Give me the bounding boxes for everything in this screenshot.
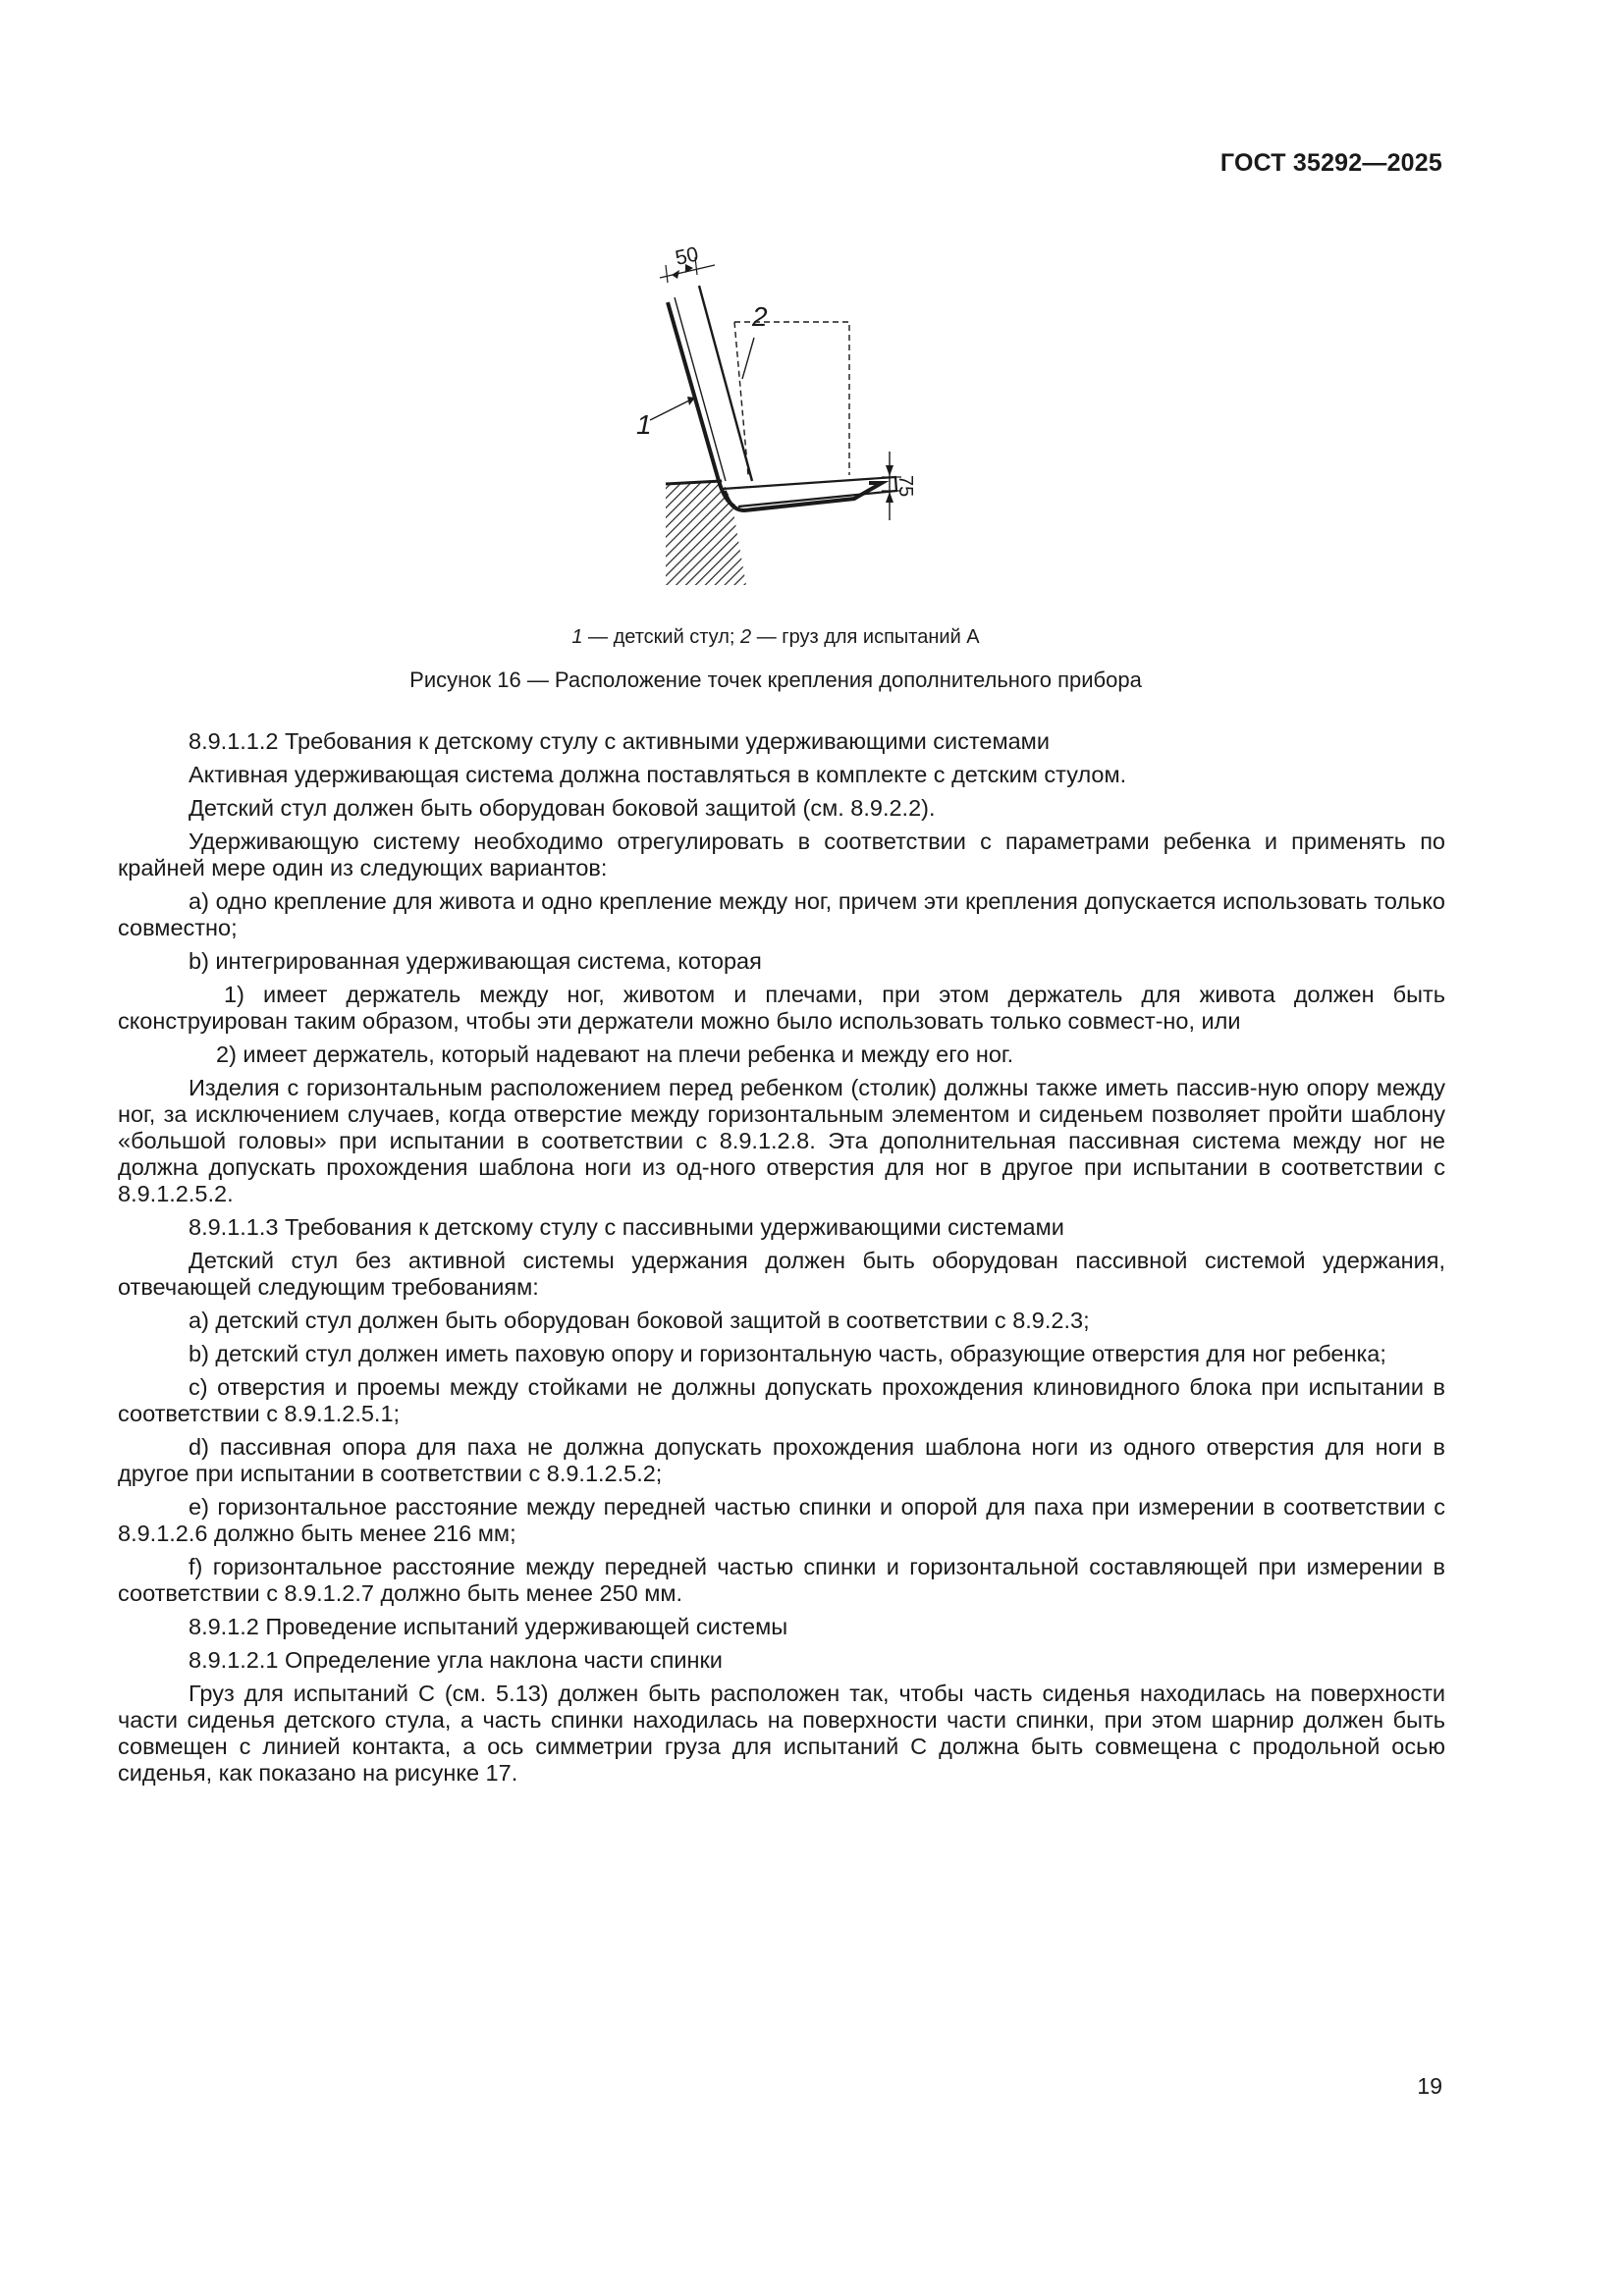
paragraph: Изделия с горизонтальным расположением перед ребенком (столик) должны также иметь пассив-ную опору между ног, за исключением случаев, когда отверстие между горизонтальным элементом и сиденьем позволяет пройти шаблону «большой головы» при испытании в соответствии с 8.9.1.2.8. Эта дополнительная пассивная система между ног не должна допускать прохождения шаблона ноги из од-ного отверстия для ног в другое при испытании в соответствии с 8.9.1.2.5.2.: [118, 1075, 1445, 1206]
page-number: 19: [1417, 2073, 1442, 2099]
figure-caption: Рисунок 16 — Расположение точек крепления дополнительного прибора: [409, 667, 1142, 692]
paragraph-8-9-1-2: 8.9.1.2 Проведение испытаний удерживающей системы: [189, 1614, 788, 1639]
legend-text-1: — детский стул;: [582, 626, 741, 648]
paragraph: Детский стул без активной системы удержания должен быть оборудован пассивной системой удержания, отвечающей следующим требованиям:: [118, 1248, 1445, 1300]
paragraph: Удерживающую систему необходимо отрегулировать в соответствии с параметрами ребенка и применять по крайней мере один из следующих вариантов:: [118, 828, 1445, 881]
paragraph: Груз для испытаний С (см. 5.13) должен быть расположен так, чтобы часть сиденья находилась на поверхности части сиденья детского стула, а часть спинки находилась на поверхности части спинки, при этом шарнир должен быть совмещен с линией контакта, а ось симметрии груза для испытаний С должна быть совмещена с продольной осью сиденья, как показано на рисунке 17.: [118, 1681, 1445, 1786]
label-1-leader: [650, 400, 689, 420]
label-2-leader: [742, 338, 754, 379]
hatched-base: [666, 481, 746, 585]
figure-label-2: 2: [752, 301, 768, 332]
list-item-f: f) горизонтальное расстояние между передней частью спинки и горизонтальной составляющей при измерении в соответствии с 8.9.1.2.7 должно быть менее 250 мм.: [118, 1554, 1445, 1606]
list-item-c: c) отверстия и проемы между стойками не должны допускать прохождения клиновидного блока при испытании в соответствии с 8.9.1.2.5.1;: [118, 1374, 1445, 1426]
list-item-a: a) детский стул должен быть оборудован боковой защитой в соответствии с 8.9.2.3;: [189, 1308, 1090, 1333]
paragraph-8-9-1-1-3: 8.9.1.1.3 Требования к детскому стулу с пассивными удерживающими системами: [189, 1214, 1064, 1240]
dim-75-label: 75: [894, 475, 916, 498]
paragraph-8-9-1-1-2: 8.9.1.1.2 Требования к детскому стулу с активными удерживающими системами: [189, 728, 1050, 754]
dim-50-label: 50: [673, 242, 701, 270]
sub-list-item-1: 1) имеет держатель между ног, животом и плечами, при этом держатель для живота должен быть сконструирован таким образом, чтобы эти держатели можно было использовать только совмест-но, или: [118, 982, 1445, 1034]
legend-number-2: 2: [740, 626, 752, 648]
paragraph-8-9-1-2-1: 8.9.1.2.1 Определение угла наклона части спинки: [189, 1647, 723, 1673]
document-header-id: ГОСТ 35292—2025: [1219, 149, 1442, 177]
paragraph: Активная удерживающая система должна поставляться в комплекте с детским стулом.: [189, 762, 1127, 787]
list-item-b: b) интегрированная удерживающая система, которая: [189, 948, 762, 974]
list-item-d: d) пассивная опора для паха не должна допускать прохождения шаблона ноги из одного отверстия для ноги в другое при испытании в соответствии с 8.9.1.2.5.2;: [118, 1434, 1445, 1486]
sub-list-item-2: 2) имеет держатель, который надевают на плечи ребенка и между его ног.: [216, 1041, 1014, 1067]
legend-number-1: 1: [571, 626, 583, 648]
list-item-b: b) детский стул должен иметь паховую опору и горизонтальную часть, образующие отверстия для ног ребенка;: [189, 1341, 1386, 1366]
backrest-inner-line: [675, 297, 726, 481]
legend-text-2: — груз для испытаний А: [751, 626, 980, 648]
test-mass-back-line: [699, 286, 752, 481]
document-body: [118, 728, 1445, 1793]
figure-legend: [0, 626, 1551, 649]
list-item-e: e) горизонтальное расстояние между передней частью спинки и опорой для паха при измерении в соответствии с 8.9.1.2.6 должно быть менее 216 мм;: [118, 1494, 1445, 1546]
figure-16-diagram: [628, 224, 923, 597]
figure-label-1: 1: [636, 409, 652, 440]
paragraph: Детский стул должен быть оборудован боковой защитой (см. 8.9.2.2).: [189, 795, 936, 821]
list-item-a: a) одно крепление для живота и одно крепление между ног, причем эти крепления допускается использовать только совместно;: [118, 888, 1445, 940]
